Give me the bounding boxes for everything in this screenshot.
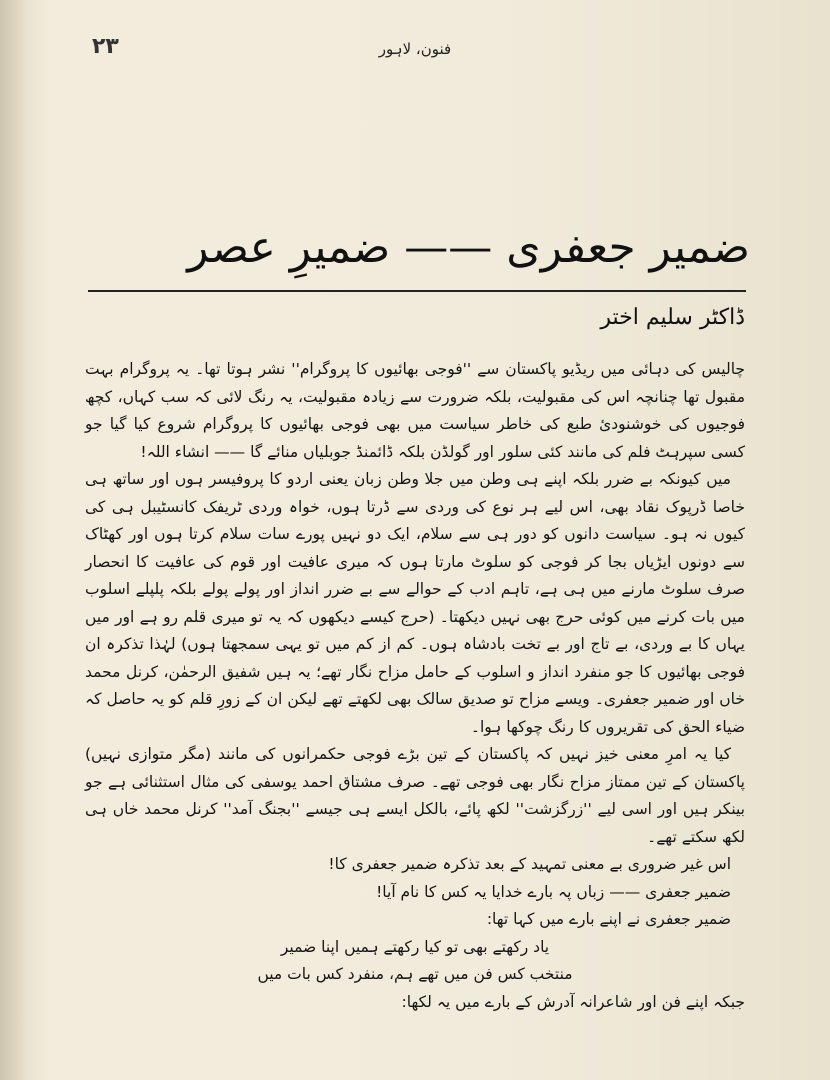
article-body bbox=[85, 356, 745, 1016]
author-name: ڈاکٹر سلیم اختر bbox=[600, 305, 745, 330]
running-head: فنون، لاہور bbox=[378, 40, 452, 58]
article-title: ضمیر جعفری —— ضمیرِ عصر bbox=[187, 222, 750, 273]
paragraph: چالیس کی دہائی میں ریڈیو پاکستان سے ''فوجی بھائیوں کا پروگرام'' نشر ہوتا تھا۔ یہ پروگرام بہت مقبول تھا چنانچہ اس کی مقبولیت، بلکہ ضرورت سے زیادہ مقبولیت، یہ رنگ لائی کہ سب کہاں، کچھ فوجیوں کی خوشنودیٔ طبع کی خاطر سیاست میں بھی فوجی بھائیوں کا پروگرام شروع کیا گیا جو کسی سپرہٹ فلم کی مانند کئی سلور اور گولڈن بلکہ ڈائمنڈ جوبلیاں منائے گا —— انشاء اللہ! bbox=[85, 360, 745, 461]
short-line: ضمیر جعفری نے اپنے بارے میں کہا تھا: bbox=[486, 910, 731, 928]
short-line: اس غیر ضروری بے معنی تمہید کے بعد تذکرہ ضمیر جعفری کا! bbox=[328, 855, 731, 873]
short-line: ضمیر جعفری —— زباں پہ بارے خدایا یہ کس کا نام آیا! bbox=[376, 882, 731, 901]
page-spine-shadow bbox=[0, 0, 28, 1080]
title-divider bbox=[88, 290, 746, 292]
verse-couplet bbox=[85, 934, 745, 989]
verse-line: منتخب کس فن میں تھے ہم، منفرد کس بات میں bbox=[257, 965, 573, 983]
page-number: ۲۳ bbox=[92, 34, 119, 59]
verse-line: یاد رکھتے بھی تو کیا رکھتے ہمیں اپنا ضمیر bbox=[280, 937, 550, 956]
closing-line: جبکہ اپنے فن اور شاعرانہ آدرش کے بارے میں یہ لکھا: bbox=[401, 992, 745, 1011]
paragraph: میں کیونکہ بے ضرر بلکہ اپنے ہی وطن میں جلا وطن زبان یعنی اردو کا پروفیسر ہوں اور ساتھ ہی خاصا ڈرپوک نقاد بھی، اس لیے ہر نوع کی وردی سے ڈرتا ہوں، خواہ وردی ٹریفک کانسٹیبل ہی کی کیوں نہ ہو۔ سیاست دانوں کو دور ہی سے سلام، ایک دو نہیں پورے سات سلام کرتا ہوں اور کھٹاک سے دونوں ایڑیاں بجا کر فوجی کو سلوٹ مارتا ہوں کہ میری عافیت اور قوم کی عافیت کا انحصار صرف سلوٹ مارنے میں ہی ہے، تاہم ادب کے حوالے سے بے ضرر انداز اور پولے پولے بلکہ پلپلے اسلوب میں بات کرنے میں کوئی حرج بھی نہیں دیکھتا۔ (حرج کیسے دیکھوں کہ یہ تو میری قلم رو ہے اور میں یہاں کا بے وردی، بے تاج اور بے تخت بادشاہ ہوں۔ کم از کم میں تو یہی سمجھتا ہوں) لہٰذا تذکرہ ان فوجی بھائیوں کا جو منفرد انداز و اسلوب کے حامل مزاح نگار تھے؛ یہ ہیں شفیق الرحمٰن، کرنل محمد خاں اور ضمیر جعفری۔ ویسے مزاح تو صدیق سالک بھی لکھتے تھے لیکن ان کے زورِ قلم کو یہ حاصل کہ ضیاء الحق کی تقریروں کا رنگ چوکھا ہوا۔ bbox=[85, 470, 745, 736]
paragraph: کیا یہ امرِ معنی خیز نہیں کہ پاکستان کے تین بڑے فوجی حکمرانوں کی مانند (مگر متوازی نہیں) پاکستان کے تین ممتاز مزاح نگار بھی فوجی تھے۔ صرف مشتاق احمد یوسفی کی مثال استثنائی ہے جو بینکر ہیں اور اسی لیے ''زرگزشت'' لکھ پائے، بالکل ایسے ہی جیسے ''بجنگ آمد'' کرنل محمد خاں ہی لکھ سکتے تھے۔ bbox=[85, 745, 745, 846]
